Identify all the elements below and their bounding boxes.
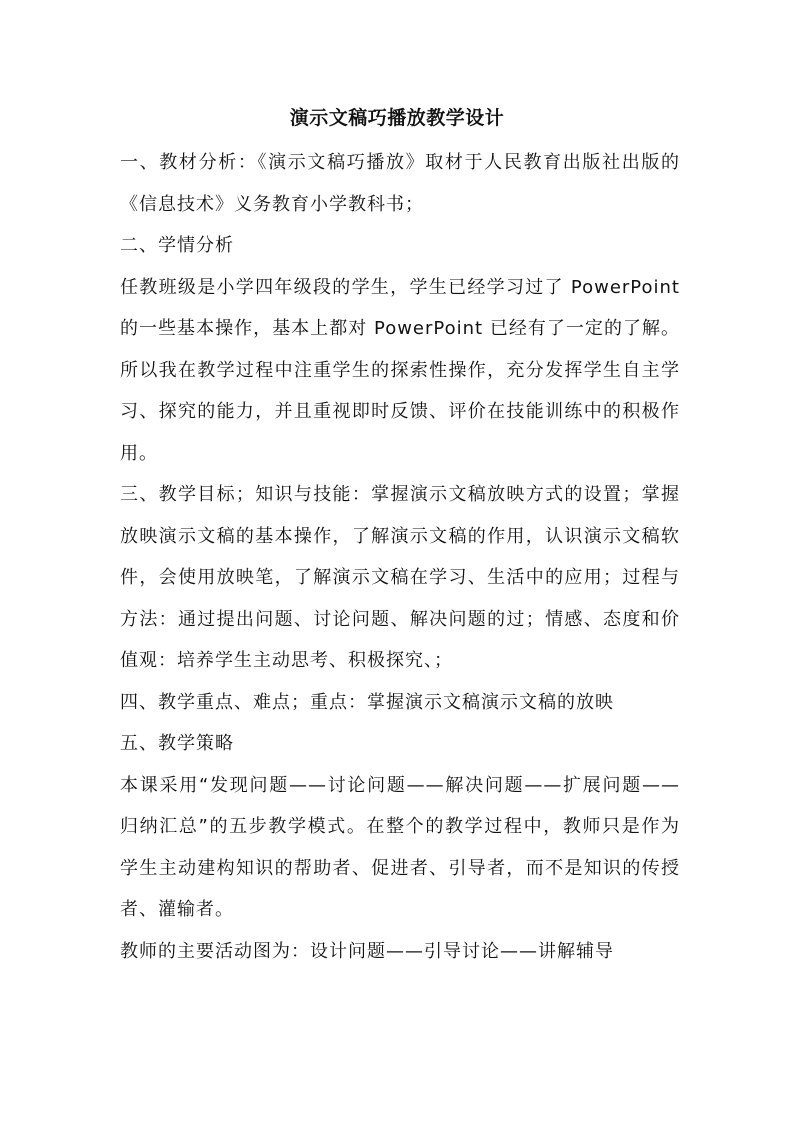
paragraph-teaching-strategy: 本课采用“发现问题——讨论问题——解决问题——扩展问题——归纳汇总”的五步教学模式。在整个的教学过程中，教师只是作为学生主动建构知识的帮助者、促进者、引导者，而不是知识的传授者、灌输者。 (120, 774, 680, 920)
paragraph-teacher-activity: 教师的主要活动图为：设计问题——引导讨论——讲解辅导 (120, 940, 614, 962)
heading-learner-analysis: 二、学情分析 (120, 235, 234, 256)
paragraph-key-difficult-points: 四、教学重点、难点；重点：掌握演示文稿演示文稿的放映 (120, 691, 614, 713)
heading-teaching-strategy: 五、教学策略 (120, 733, 234, 754)
paragraph-learner-analysis: 任教班级是小学四年级段的学生，学生已经学习过了 PowerPoint 的一些基本操作，基本上都对 PowerPoint 已经有了一定的了解。所以我在教学过程中注重学生的探索性操作，充分发挥学生自主学习、探究的能力，并且重视即时反馈、评价在技能训练中的积极作用。 (120, 276, 680, 464)
document-body (120, 142, 680, 972)
paragraph-teaching-objectives: 三、教学目标；知识与技能：掌握演示文稿放映方式的设置；掌握放映演示文稿的基本操作，了解演示文稿的作用，认识演示文稿软件，会使用放映笔，了解演示文稿在学习、生活中的应用；过程与方法：通过提出问题、讨论问题、解决问题的过；情感、态度和价值观：培养学生主动思考、积极探究、； (120, 484, 680, 671)
document-title: 演示文稿巧播放教学设计 (289, 107, 505, 129)
paragraph-textbook-analysis: 一、教材分析：《演示文稿巧播放》取材于人民教育出版社出版的《信息技术》义务教育小学教科书； (120, 152, 680, 215)
